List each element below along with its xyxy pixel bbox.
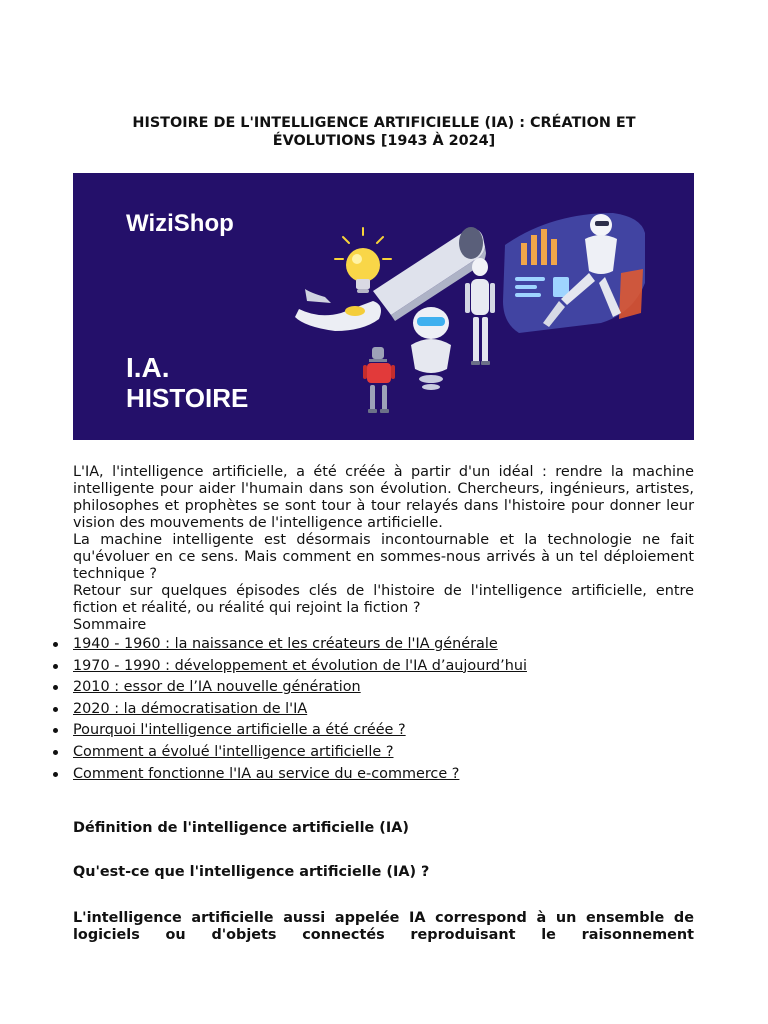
toc-item [73,656,694,678]
red-robot-icon [363,347,395,413]
toc-link-2010[interactable]: 2010 : essor de l’IA nouvelle génération [73,679,361,696]
toc-link-1970-1990[interactable]: 1970 - 1990 : développement et évolution de l'IA d’aujourd’hui [73,657,527,674]
robot-arm-icon [295,227,486,331]
table-of-contents [73,634,694,785]
toc-link-1940-1960[interactable]: 1940 - 1960 : la naissance et les créateurs de l'IA générale [73,636,498,652]
intro-paragraph-3: Retour sur quelques épisodes clés de l'histoire de l'intelligence artificielle, entre fiction et réalité, ou réalité qui rejoint la fiction ? [73,583,694,616]
lightbulb-icon [335,228,391,293]
hologram-dashboard-icon [503,213,645,333]
page-title: HISTOIRE DE L'INTELLIGENCE ARTIFICIELLE (IA) : CRÉATION ET ÉVOLUTIONS [1943 À 2024] [132,115,636,149]
hero-banner [73,173,694,440]
humanoid-robot-icon [465,258,495,365]
toc-item [73,720,694,742]
banner-line-1: I.A. [126,352,170,383]
summary-label: Sommaire [73,617,147,633]
intro-text [73,464,694,634]
section-heading-question: Qu'est-ce que l'intelligence artificielle (IA) ? [73,864,430,880]
toc-link-evolution[interactable]: Comment a évolué l'intelligence artificielle ? [73,743,394,760]
toc-link-pourquoi[interactable]: Pourquoi l'intelligence artificielle a été créée ? [73,722,406,739]
intro-paragraph-1: L'IA, l'intelligence artificielle, a été créée à partir d'un idéal : rendre la machine intelligente pour aider l'humain dans son évolution. Chercheurs, ingénieurs, artistes, philosophes et prophètes se sont tour à tour relayés dans l'histoire pour donner leur vision des mouvements de l'intelligence artificielle. [73,464,694,531]
toc-link-2020[interactable]: 2020 : la démocratisation de l'IA [73,700,308,717]
toc-item [73,677,694,699]
banner-line-2: HISTOIRE [126,383,249,413]
section-heading-definition: Définition de l'intelligence artificielle (IA) [73,820,409,836]
toc-item [73,699,694,721]
toc-item [73,742,694,764]
toc-link-ecommerce[interactable]: Comment fonctionne l'IA au service du e-commerce ? [73,765,460,782]
robot-icon [411,307,451,390]
brand-logo: WiziShop [126,210,234,237]
definition-paragraph: L'intelligence artificielle aussi appelée IA correspond à un ensemble de logiciels ou d'objets connectés reproduisant le raisonnement [73,910,694,943]
intro-paragraph-2: La machine intelligente est désormais incontournable et la technologie ne fait qu'évoluer en ce sens. Mais comment en sommes-nous arrivés à un tel déploiement technique ? [73,532,694,582]
toc-item [73,764,694,786]
toc-item [73,634,694,656]
